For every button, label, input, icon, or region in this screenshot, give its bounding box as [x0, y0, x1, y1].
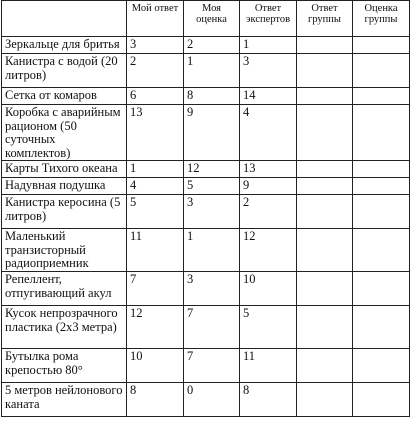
group-score-cell [353, 161, 410, 178]
group-score-cell [353, 195, 410, 229]
header-group-answer: Ответ группы [297, 1, 353, 37]
table-row [2, 88, 410, 105]
my-score-cell: 0 [184, 383, 240, 417]
my-score-cell: 8 [184, 88, 240, 105]
table-row [2, 349, 410, 383]
item-name-cell: Сетка от комаров [2, 88, 127, 105]
my-score-cell: 3 [184, 272, 240, 306]
header-row [2, 1, 410, 37]
my-answer-cell: 13 [127, 105, 184, 161]
my-score-cell: 9 [184, 105, 240, 161]
expert-answer-cell: 9 [240, 178, 297, 195]
group-answer-cell [297, 161, 353, 178]
table-row [2, 272, 410, 306]
table-row [2, 161, 410, 178]
expert-answer-cell: 2 [240, 195, 297, 229]
table-row [2, 229, 410, 272]
survival-ranking-table [1, 0, 410, 417]
item-name-cell: Маленький транзисторный радиоприемник [2, 229, 127, 272]
header-my-score: Моя оценка [184, 1, 240, 37]
table-row [2, 178, 410, 195]
group-answer-cell [297, 195, 353, 229]
group-answer-cell [297, 229, 353, 272]
group-answer-cell [297, 272, 353, 306]
group-score-cell [353, 37, 410, 54]
expert-answer-cell: 11 [240, 349, 297, 383]
my-answer-cell: 8 [127, 383, 184, 417]
item-name-cell: Кусок непрозрачного пластика (2x3 метра) [2, 306, 127, 349]
table-row [2, 37, 410, 54]
group-score-cell [353, 229, 410, 272]
my-answer-cell: 7 [127, 272, 184, 306]
my-score-cell: 5 [184, 178, 240, 195]
group-score-cell [353, 349, 410, 383]
group-answer-cell [297, 306, 353, 349]
my-score-cell: 3 [184, 195, 240, 229]
my-answer-cell: 10 [127, 349, 184, 383]
item-name-cell: Зеркальце для бритья [2, 37, 127, 54]
item-name-cell: Бутылка рома крепостью 80° [2, 349, 127, 383]
group-answer-cell [297, 383, 353, 417]
expert-answer-cell: 8 [240, 383, 297, 417]
group-score-cell [353, 105, 410, 161]
my-answer-cell: 6 [127, 88, 184, 105]
group-score-cell [353, 178, 410, 195]
my-score-cell: 1 [184, 54, 240, 88]
expert-answer-cell: 10 [240, 272, 297, 306]
table-row [2, 105, 410, 161]
table-row [2, 383, 410, 417]
expert-answer-cell: 3 [240, 54, 297, 88]
expert-answer-cell: 4 [240, 105, 297, 161]
group-score-cell [353, 54, 410, 88]
table-row [2, 306, 410, 349]
my-score-cell: 1 [184, 229, 240, 272]
my-score-cell: 7 [184, 306, 240, 349]
my-score-cell: 2 [184, 37, 240, 54]
item-name-cell: Надувная подушка [2, 178, 127, 195]
my-score-cell: 12 [184, 161, 240, 178]
my-answer-cell: 2 [127, 54, 184, 88]
group-answer-cell [297, 105, 353, 161]
group-answer-cell [297, 88, 353, 105]
expert-answer-cell: 14 [240, 88, 297, 105]
group-answer-cell [297, 178, 353, 195]
my-answer-cell: 4 [127, 178, 184, 195]
group-answer-cell [297, 349, 353, 383]
expert-answer-cell: 1 [240, 37, 297, 54]
my-score-cell: 7 [184, 349, 240, 383]
expert-answer-cell: 5 [240, 306, 297, 349]
expert-answer-cell: 13 [240, 161, 297, 178]
item-name-cell: Канистра керосина (5 литров) [2, 195, 127, 229]
my-answer-cell: 3 [127, 37, 184, 54]
table-row [2, 195, 410, 229]
group-answer-cell [297, 37, 353, 54]
my-answer-cell: 11 [127, 229, 184, 272]
group-score-cell [353, 88, 410, 105]
header-item [2, 1, 127, 37]
expert-answer-cell: 12 [240, 229, 297, 272]
item-name-cell: Карты Тихого океана [2, 161, 127, 178]
header-expert-answer: Ответ экспертов [240, 1, 297, 37]
item-name-cell: Коробка с аварийным рационом (50 суточных комплектов) [2, 105, 127, 161]
my-answer-cell: 1 [127, 161, 184, 178]
my-answer-cell: 12 [127, 306, 184, 349]
header-my-answer: Мой ответ [127, 1, 184, 37]
item-name-cell: Репеллент, отпугивающий акул [2, 272, 127, 306]
group-answer-cell [297, 54, 353, 88]
item-name-cell: Канистра с водой (20 литров) [2, 54, 127, 88]
group-score-cell [353, 383, 410, 417]
group-score-cell [353, 272, 410, 306]
group-score-cell [353, 306, 410, 349]
my-answer-cell: 5 [127, 195, 184, 229]
table-row [2, 54, 410, 88]
item-name-cell: 5 метров нейлонового каната [2, 383, 127, 417]
header-group-score: Оценка группы [353, 1, 410, 37]
table-body [2, 37, 410, 417]
